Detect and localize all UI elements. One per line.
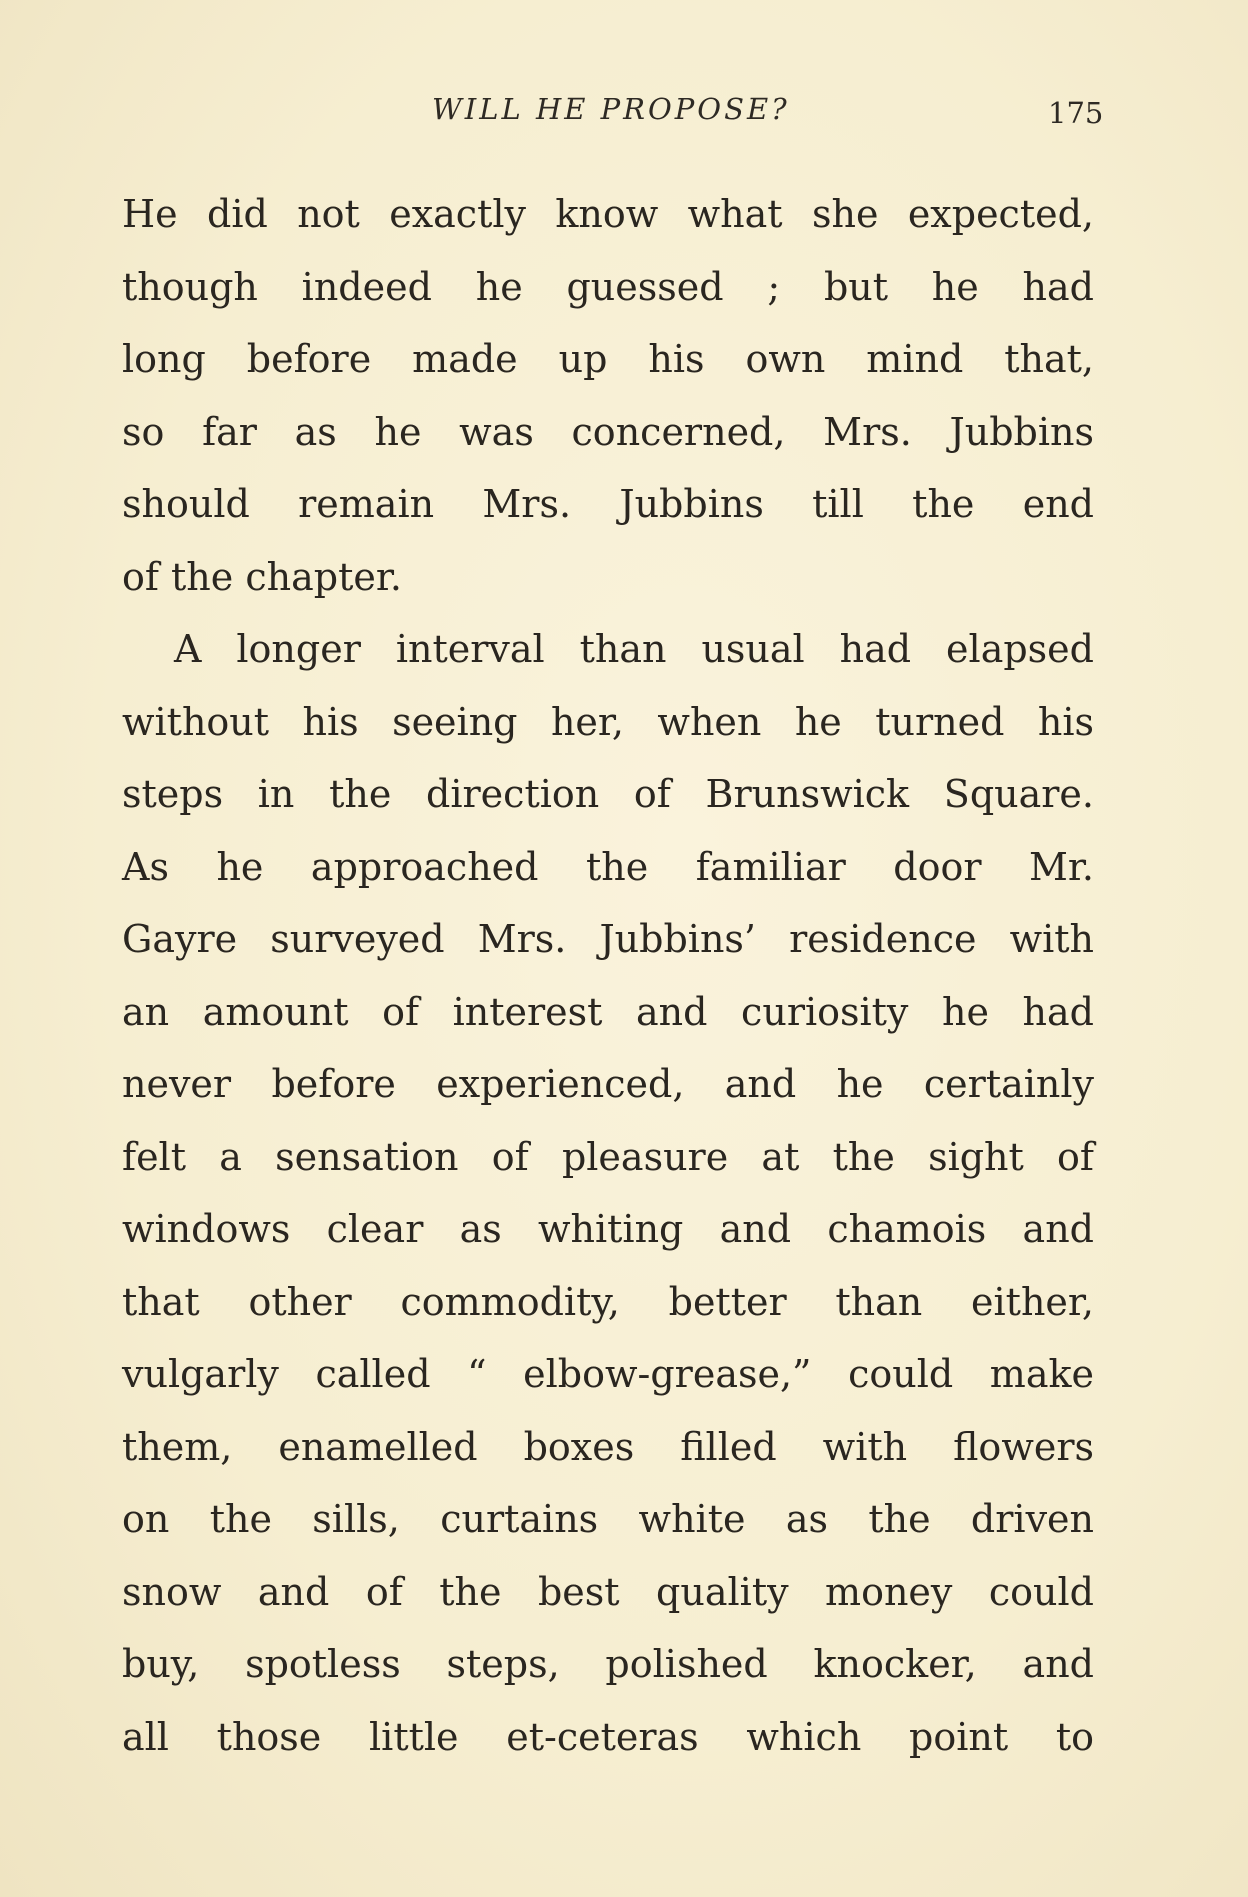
text-line: all those little et-ceteras which point to	[122, 1714, 1094, 1759]
text-line: without his seeing her, when he turned his	[122, 699, 1094, 744]
text-line: snow and of the best quality money could	[122, 1569, 1094, 1614]
text-line: so far as he was concerned, Mrs. Jubbins	[122, 409, 1094, 454]
text-line: that other commodity, better than either,	[122, 1279, 1094, 1324]
text-line: should remain Mrs. Jubbins till the end	[122, 482, 1094, 526]
text-line: an amount of interest and curiosity he had	[122, 989, 1094, 1034]
text-line: of the chapter.	[122, 554, 402, 599]
paragraph-1	[122, 178, 1094, 613]
text-line: Gayre surveyed Mrs. Jubbins’ residence with	[122, 917, 1094, 961]
text-line: steps in the direction of Brunswick Square.	[122, 772, 1094, 816]
text-line: them, enamelled boxes filled with flowers	[122, 1424, 1094, 1469]
text-line: vulgarly called “ elbow-grease,” could make	[122, 1352, 1094, 1396]
text-line: buy, spotless steps, polished knocker, and	[122, 1642, 1094, 1686]
text-line: He did not exactly know what she expected,	[122, 192, 1094, 236]
paragraph-2	[122, 613, 1094, 1773]
page-number: 175	[1048, 96, 1104, 130]
text-line: windows clear as whiting and chamois and	[122, 1207, 1094, 1251]
body-text	[122, 178, 1094, 1773]
text-line: on the sills, curtains white as the driven	[122, 1497, 1094, 1541]
text-line: A longer interval than usual had elapsed	[174, 627, 1094, 671]
text-line: never before experienced, and he certainly	[122, 1062, 1094, 1106]
text-line: felt a sensation of pleasure at the sight of	[122, 1134, 1094, 1179]
running-head	[0, 92, 1248, 132]
text-line: As he approached the familiar door Mr.	[122, 844, 1094, 889]
running-title: WILL HE PROPOSE?	[432, 92, 790, 126]
text-line: long before made up his own mind that,	[122, 337, 1094, 381]
text-line: though indeed he guessed ; but he had	[122, 264, 1094, 309]
